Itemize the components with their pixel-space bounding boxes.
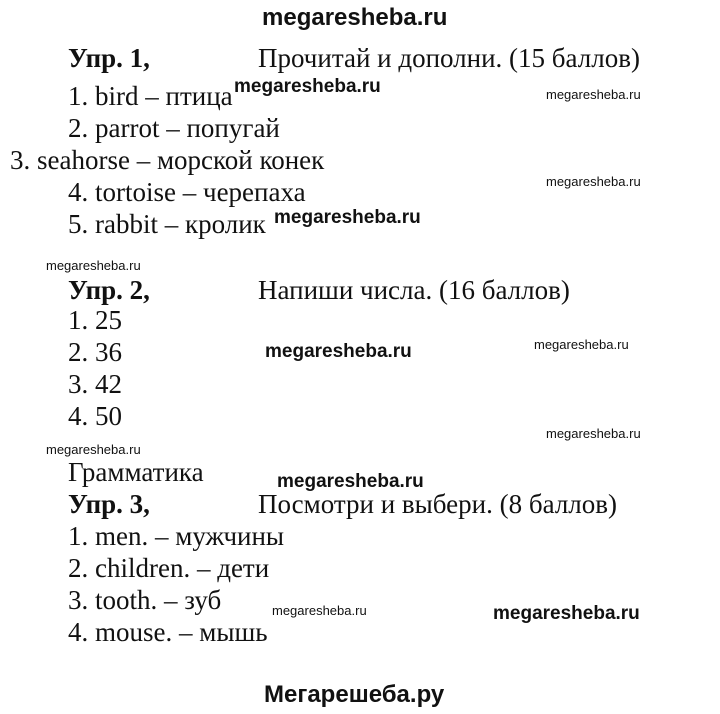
exercise-1-task: Прочитай и дополни. (15 баллов): [258, 43, 640, 73]
watermark: megaresheba.ru: [272, 603, 367, 618]
watermark: megaresheba.ru: [493, 603, 640, 624]
exercise-1-item-4: 4. tortoise – черепаха: [68, 177, 306, 207]
watermark: megaresheba.ru: [234, 76, 381, 97]
exercise-3-item-4: 4. mouse. – мышь: [68, 617, 268, 647]
watermark: megaresheba.ru: [46, 442, 141, 457]
watermark: megaresheba.ru: [265, 341, 412, 362]
exercise-2-item-3: 3. 42: [68, 369, 122, 399]
exercise-3-item-1: 1. men. – мужчины: [68, 521, 285, 551]
exercise-2-task: Напиши числа. (16 баллов): [258, 275, 570, 305]
exercise-1-item-1: 1. bird – птица: [68, 81, 233, 111]
exercise-1-item-5: 5. rabbit – кролик: [68, 209, 266, 239]
watermark: megaresheba.ru: [546, 87, 641, 102]
watermark: megaresheba.ru: [546, 426, 641, 441]
site-header: megaresheba.ru: [262, 4, 448, 31]
exercise-3-item-2: 2. children. – дети: [68, 553, 270, 583]
grammar-heading: Грамматика: [68, 457, 204, 487]
site-footer: Мегарешеба.ру: [264, 681, 445, 708]
watermark: megaresheba.ru: [274, 207, 421, 228]
exercise-2-item-1: 1. 25: [68, 305, 122, 335]
exercise-2-item-2: 2. 36: [68, 337, 122, 367]
watermark: megaresheba.ru: [46, 258, 141, 273]
watermark: megaresheba.ru: [534, 337, 629, 352]
exercise-1-item-2: 2. parrot – попугай: [68, 113, 280, 143]
exercise-3-label: Упр. 3,: [68, 489, 150, 519]
exercise-2-item-4: 4. 50: [68, 401, 122, 431]
watermark: megaresheba.ru: [546, 174, 641, 189]
exercise-3-item-3: 3. tooth. – зуб: [68, 585, 222, 615]
exercise-1-label: Упр. 1,: [68, 43, 150, 73]
watermark: megaresheba.ru: [277, 471, 424, 492]
exercise-1-item-3: 3. seahorse – морской конек: [10, 145, 325, 175]
exercise-3-task: Посмотри и выбери. (8 баллов): [258, 489, 618, 519]
exercise-2-label: Упр. 2,: [68, 275, 150, 305]
